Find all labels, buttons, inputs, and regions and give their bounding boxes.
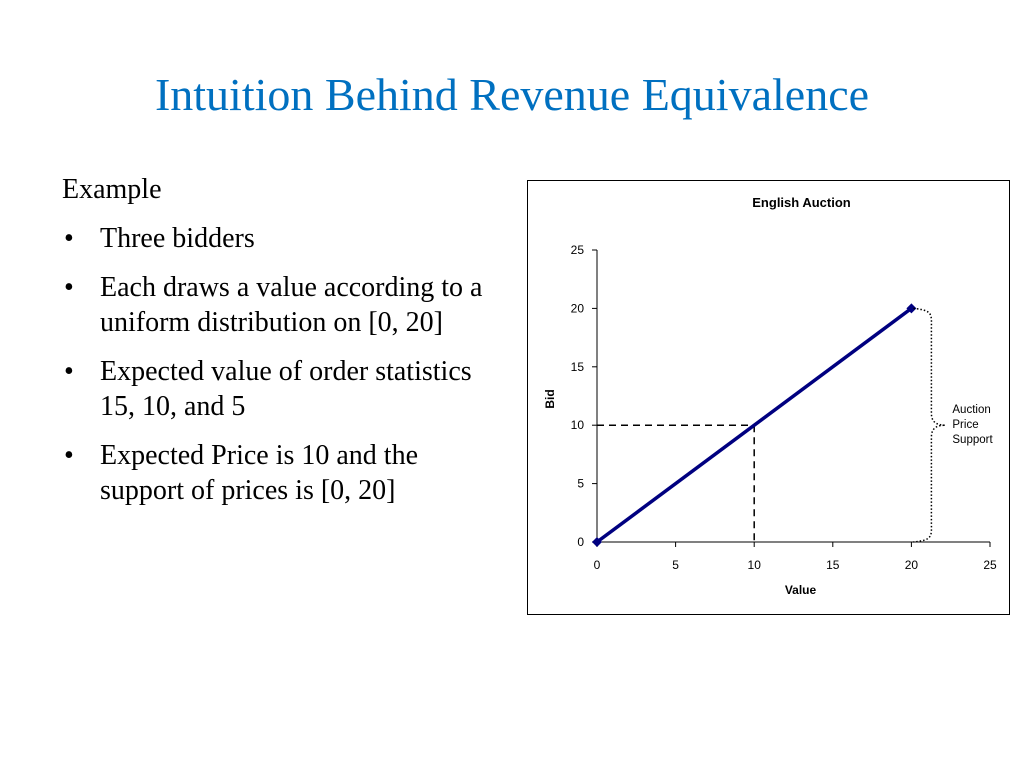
y-axis-label: Bid bbox=[543, 389, 557, 409]
bullet-dot-icon: • bbox=[64, 272, 74, 303]
bullet-text: Expected value of order statistics 15, 10, and 5 bbox=[100, 356, 472, 422]
x-axis-label: Value bbox=[784, 583, 817, 597]
bullet-text: Each draws a value according to a uniform distribution on [0, 20] bbox=[100, 272, 483, 338]
x-tick-label: 25 bbox=[983, 558, 997, 572]
series-line bbox=[597, 308, 911, 542]
annotation-label: Support bbox=[952, 434, 993, 447]
x-tick-label: 0 bbox=[593, 558, 601, 572]
chart-title: English Auction bbox=[752, 195, 851, 210]
x-tick-label: 5 bbox=[672, 558, 679, 572]
bullet-dot-icon: • bbox=[64, 223, 74, 254]
y-tick-label: 5 bbox=[577, 476, 584, 491]
english-auction-chart bbox=[528, 181, 1011, 616]
slide-title: Intuition Behind Revenue Equivalence bbox=[154, 69, 870, 120]
bullet-item bbox=[62, 438, 502, 508]
bullet-item bbox=[62, 221, 502, 256]
annotation-label: Price bbox=[952, 419, 979, 432]
y-tick-label: 15 bbox=[570, 359, 584, 374]
slide-body bbox=[62, 172, 502, 522]
x-tick-label: 20 bbox=[904, 558, 919, 572]
bullet-dot-icon: • bbox=[64, 356, 74, 387]
annotation-brace bbox=[913, 308, 945, 542]
x-tick-label: 10 bbox=[747, 558, 761, 572]
annotation-label: Auction bbox=[952, 404, 991, 417]
bullet-item bbox=[62, 354, 502, 424]
x-tick-label: 15 bbox=[826, 558, 840, 572]
y-tick-label: 0 bbox=[577, 535, 584, 549]
y-tick-label: 10 bbox=[570, 418, 584, 433]
example-label: Example bbox=[62, 174, 162, 205]
y-tick-label: 20 bbox=[570, 301, 584, 316]
y-tick-label: 25 bbox=[570, 243, 584, 257]
bullet-text: Three bidders bbox=[100, 223, 255, 254]
bullet-text: Expected Price is 10 and the support of prices is [0, 20] bbox=[100, 440, 419, 506]
bullet-list bbox=[62, 221, 502, 508]
bullet-item bbox=[62, 270, 502, 340]
chart-frame bbox=[527, 180, 1010, 615]
bullet-dot-icon: • bbox=[64, 440, 74, 471]
